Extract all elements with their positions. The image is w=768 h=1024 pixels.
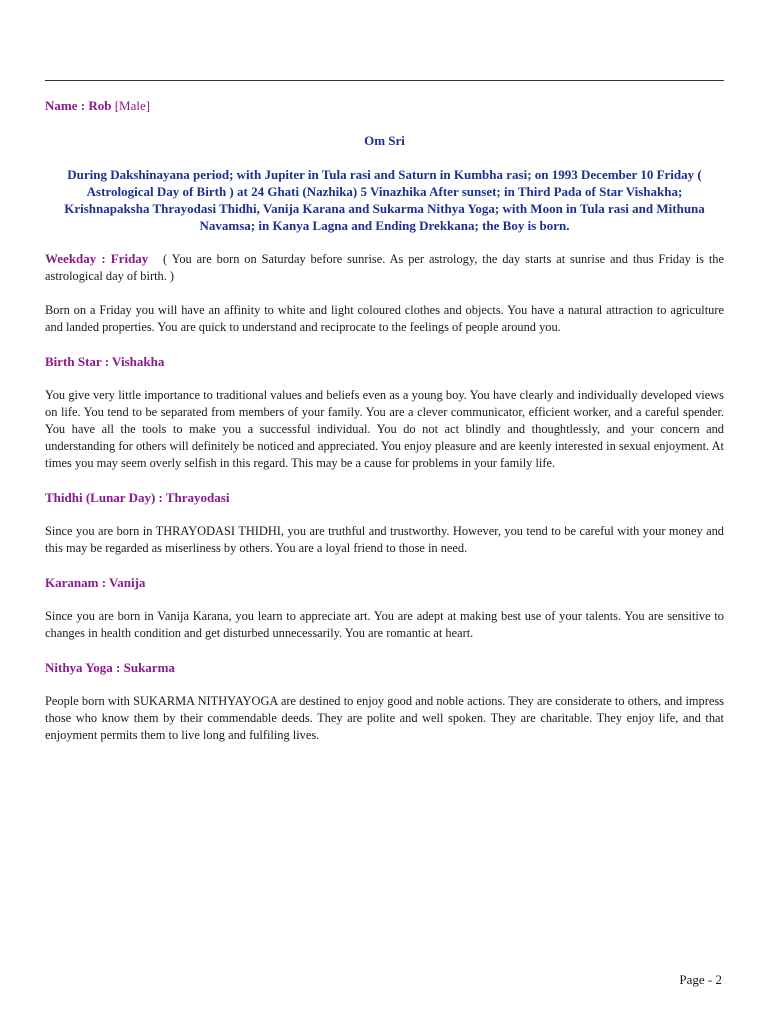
document-page [45,0,724,1024]
document-content [45,250,724,761]
nithya-yoga-heading: Nithya Yoga : Sukarma [45,660,175,675]
weekday-note: ( You are born on Saturday before sunrise. As per astrology, the day starts at sunrise and thus Friday is the astrological day of birth. ) [45,252,725,283]
top-divider [45,80,724,81]
page-number: Page - 2 [679,972,722,987]
name-label: Name : Rob [45,98,112,113]
name-line [45,98,150,114]
karanam-body: Since you are born in Vanija Karana, you learn to appreciate art. You are adept at making best use of your talents. You are sensitive to changes in health condition and get disturbed unnecessarily. You are romantic at heart. [45,609,724,640]
weekday-body: Born on a Friday you will have an affinity to white and light coloured clothes and objects. You have a natural attraction to agriculture and landed properties. You are quick to understand and reciprocate to the feelings of people around you. [45,303,724,334]
title-block [45,132,724,234]
nithya-yoga-body: People born with SUKARMA NITHYAYOGA are destined to enjoy good and noble actions. They are considerate to others, and impress those who know them by their commendable deeds. They are polite and well spoken. They are charitable. They enjoy life, and that enjoyment permits them to live long and fulfiling lives. [45,694,724,742]
gender-label: [Male] [114,98,151,113]
thidhi-body: Since you are born in THRAYODASI THIDHI, you are truthful and trustworthy. However, you tend to be careful with your money and this may be regarded as miserliness by others. You are a loyal friend to those in need. [45,524,724,555]
om-sri-heading: Om Sri [364,133,405,148]
birth-star-heading: Birth Star : Vishakha [45,354,165,369]
birth-description: During Dakshinayana period; with Jupiter in Tula rasi and Saturn in Kumbha rasi; on 1993 December 10 Friday ( Astrological Day of Birth ) at 24 Ghati (Nazhika) 5 Vinazhika After sunset; in Third Pada of Star Vishakha; Krishnapaksha Thrayodasi Thidhi, Vanija Karana and Sukarma Nithya Yoga; with Moon in Tula rasi and Mithuna Navamsa; in Kanya Lagna and Ending Drekkana; the Boy is born. [64,167,705,233]
weekday-heading: Weekday : Friday [45,251,149,266]
birth-star-body: You give very little importance to traditional values and beliefs even as a young boy. You have clearly and individually developed views on life. You tend to be separated from members of your family. You are a clever communicator, efficient worker, and a careful spender. You have all the tools to make you a successful individual. You do not act blindly and thoughtlessly, and your concern and understanding for others will definitely be noticed and appreciated. You enjoy pleasure and are keenly interested in sexual enjoyment. At times you may seem overly selfish in this regard. This may be a cause for problems in your family life. [45,388,724,470]
karanam-heading: Karanam : Vanija [45,575,146,590]
weekday-paragraph [45,250,724,285]
thidhi-heading: Thidhi (Lunar Day) : Thrayodasi [45,490,230,505]
